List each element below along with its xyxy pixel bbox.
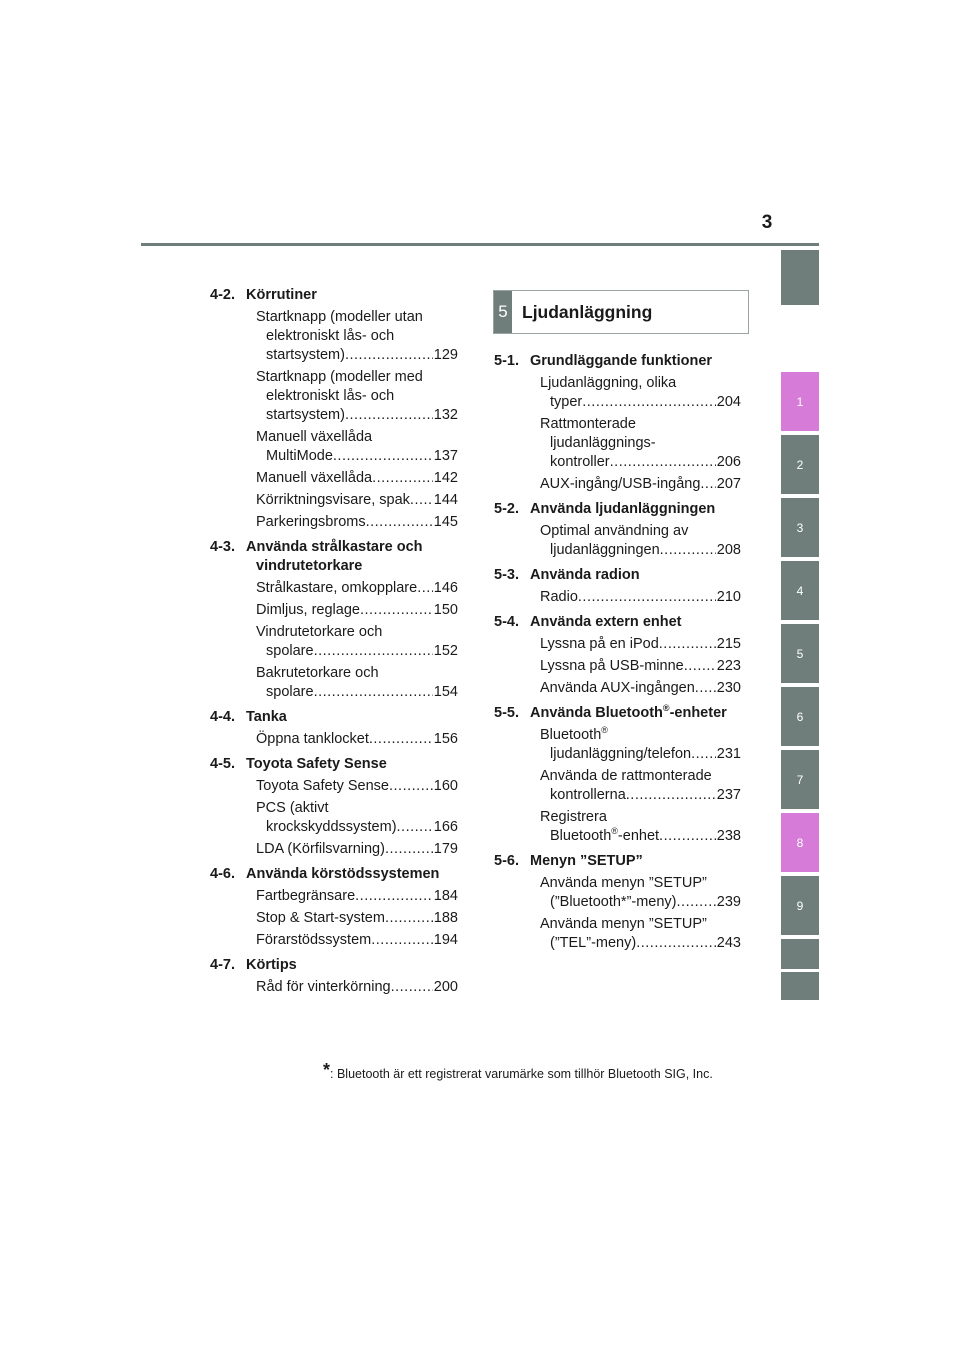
entry-page-number: 150 (433, 602, 458, 618)
dot-leader (410, 491, 433, 510)
toc-entry[interactable] (210, 664, 458, 702)
chapter-title: Ljudanläggning (522, 301, 653, 322)
entry-text-line: Förarstödssystem (256, 932, 372, 948)
entry-page-number: 137 (433, 448, 458, 464)
chapter-tab-3[interactable]: 3 (781, 498, 819, 557)
entry-text-line: kontroller (550, 454, 610, 470)
section-heading[interactable] (210, 865, 458, 884)
toc-entry[interactable] (210, 730, 458, 749)
entry-page-number: 243 (716, 935, 741, 951)
entry-text-line: Bluetooth®-enhet (550, 826, 660, 844)
entry-last-line (256, 513, 458, 532)
chapter-tab-9[interactable]: 9 (781, 876, 819, 935)
entry-last-line (256, 730, 458, 749)
entry-page-number: 145 (433, 514, 458, 530)
section-title: Använda Bluetooth®-enheter (530, 703, 727, 721)
entry-last-line (540, 393, 741, 412)
entry-page-number: 166 (433, 819, 458, 835)
entry-last-line (256, 601, 458, 620)
entry-page-number: 184 (433, 888, 458, 904)
entry-last-line (540, 541, 741, 560)
section-number: 4-7. (210, 957, 235, 973)
toc-entry[interactable] (210, 308, 458, 365)
chapter-tab-6[interactable]: 6 (781, 687, 819, 746)
entry-last-line (540, 827, 741, 846)
entry-last-line (540, 745, 741, 764)
toc-section (494, 566, 741, 607)
entry-text-line: Använda menyn ”SETUP” (540, 916, 707, 932)
entry-last-line (256, 777, 458, 796)
entry-page-number: 179 (433, 841, 458, 857)
entry-text-line: Lyssna på en iPod (540, 636, 659, 652)
toc-entry[interactable] (494, 726, 741, 764)
entry-last-line (256, 406, 458, 425)
entry-last-line (256, 931, 458, 950)
footnote-text: : Bluetooth är ett registrerat varumärke som tillhör Bluetooth SIG, Inc. (330, 1067, 713, 1081)
entry-text-line: Startknapp (modeller utan (256, 309, 423, 325)
dot-leader (397, 818, 433, 837)
entry-page-number: 146 (433, 580, 458, 596)
toc-section (210, 865, 458, 950)
section-number: 5-3. (494, 567, 519, 583)
section-heading[interactable] (210, 956, 458, 975)
entry-page-number: 154 (433, 684, 458, 700)
entry-text-line: ljudanläggningen (550, 542, 660, 558)
entry-last-line (540, 657, 741, 676)
dot-leader (355, 887, 433, 906)
entry-text-line: spolare (266, 643, 314, 659)
section-heading[interactable] (494, 613, 741, 632)
section-title: Använda extern enhet (530, 614, 682, 630)
toc-entry[interactable] (494, 808, 741, 846)
entry-page-number: 238 (716, 828, 741, 844)
entry-last-line (256, 978, 458, 997)
toc-section (210, 755, 458, 859)
entry-page-number: 208 (716, 542, 741, 558)
toc-entry[interactable] (494, 679, 741, 698)
toc-entry[interactable] (494, 374, 741, 412)
entry-page-number: 156 (433, 731, 458, 747)
toc-entry[interactable] (210, 623, 458, 661)
toc-entry[interactable] (494, 475, 741, 494)
dot-leader (391, 978, 433, 997)
chapter-tab-5[interactable]: 5 (781, 624, 819, 683)
section-number: 4-2. (210, 287, 235, 303)
entry-text-line: Använda menyn ”SETUP” (540, 875, 707, 891)
entry-text-line: Parkeringsbroms (256, 514, 366, 530)
chapter-tab-7[interactable]: 7 (781, 750, 819, 809)
toc-section (494, 704, 741, 846)
section-heading[interactable] (210, 286, 458, 305)
section-heading[interactable] (494, 500, 741, 519)
section-title: Använda radion (530, 567, 640, 583)
entry-text-line: Optimal användning av (540, 523, 689, 539)
entry-last-line (540, 588, 741, 607)
toc-entry[interactable] (210, 931, 458, 950)
toc-entry[interactable] (210, 469, 458, 488)
toc-entry[interactable] (210, 428, 458, 466)
dot-leader (660, 541, 716, 560)
dot-leader (700, 475, 715, 494)
dot-leader (345, 406, 433, 425)
entry-last-line (540, 635, 741, 654)
entry-text-line: Öppna tanklocket (256, 731, 369, 747)
toc-entry[interactable] (210, 978, 458, 997)
entry-last-line (256, 909, 458, 928)
dot-leader (372, 469, 433, 488)
entry-last-line (256, 579, 458, 598)
entry-page-number: 215 (716, 636, 741, 652)
toc-entry[interactable] (494, 635, 741, 654)
chapter-number: 5 (494, 291, 512, 333)
toc-section (210, 538, 458, 702)
entry-text-line: Bluetooth® (540, 725, 608, 743)
entry-text-line: LDA (Körfilsvarning) (256, 841, 385, 857)
entry-page-number: 231 (716, 746, 741, 762)
entry-text-line: kontrollerna (550, 787, 626, 803)
entry-text-line: Ljudanläggning, olika (540, 375, 677, 391)
section-title: Tanka (246, 709, 287, 725)
entry-text-line: elektroniskt lås- och (266, 328, 395, 344)
toc-entry[interactable] (494, 657, 741, 676)
entry-last-line (256, 447, 458, 466)
entry-page-number: 142 (433, 470, 458, 486)
entry-page-number: 129 (433, 347, 458, 363)
dot-leader (333, 447, 433, 466)
entry-page-number: 204 (716, 394, 741, 410)
dot-leader (659, 827, 716, 846)
entry-last-line (256, 887, 458, 906)
toc-section (210, 708, 458, 749)
toc-right-column (494, 352, 741, 959)
section-number: 4-3. (210, 539, 235, 555)
dot-leader (369, 730, 433, 749)
entry-last-line (256, 346, 458, 365)
section-heading[interactable] (210, 538, 458, 576)
toc-entry[interactable] (210, 601, 458, 620)
entry-text-line: Använda de rattmonterade (540, 768, 712, 784)
entry-text-line: startsystem) (266, 407, 345, 423)
entry-last-line (540, 679, 741, 698)
header-rule (141, 243, 819, 246)
toc-entry[interactable] (210, 777, 458, 796)
section-heading[interactable] (494, 566, 741, 585)
dot-leader (385, 909, 433, 928)
entry-text-line: Dimljus, reglage (256, 602, 360, 618)
entry-text-line: Stop & Start-system (256, 910, 385, 926)
section-heading[interactable] (494, 852, 741, 871)
entry-text-line: Använda AUX-ingången (540, 680, 695, 696)
section-number: 5-1. (494, 353, 519, 369)
toc-entry[interactable] (210, 840, 458, 859)
entry-last-line (540, 934, 741, 953)
entry-text-line: Lyssna på USB-minne (540, 658, 684, 674)
entry-last-line (256, 683, 458, 702)
entry-text-line: MultiMode (266, 448, 333, 464)
toc-entry[interactable] (210, 887, 458, 906)
dot-leader (636, 934, 716, 953)
entry-text-line: Manuell växellåda (256, 429, 373, 445)
entry-text-line: Radio (540, 589, 578, 605)
entry-page-number: 230 (716, 680, 741, 696)
section-number: 5-2. (494, 501, 519, 517)
section-title: Använda körstödssystemen (246, 866, 440, 882)
dot-leader (582, 393, 716, 412)
toc-entry[interactable] (494, 874, 741, 912)
section-title: Körrutiner (246, 287, 317, 303)
dot-leader (389, 777, 433, 796)
entry-last-line (540, 475, 741, 494)
entry-text-line: startsystem) (266, 347, 345, 363)
section-title: Körtips (246, 957, 297, 973)
section-number: 4-4. (210, 709, 235, 725)
dot-leader (314, 642, 433, 661)
chapter-tab-blank[interactable] (781, 939, 819, 969)
entry-text-line: Manuell växellåda (256, 470, 373, 486)
toc-entry[interactable] (494, 522, 741, 560)
chapter-tab-8[interactable]: 8 (781, 813, 819, 872)
toc-section (494, 500, 741, 560)
toc-entry[interactable] (494, 588, 741, 607)
entry-page-number: 132 (433, 407, 458, 423)
entry-page-number: 210 (716, 589, 741, 605)
entry-page-number: 223 (716, 658, 741, 674)
entry-page-number: 200 (433, 979, 458, 995)
entry-page-number: 144 (433, 492, 458, 508)
toc-entry[interactable] (210, 368, 458, 425)
section-title: Menyn ”SETUP” (530, 853, 643, 869)
entry-text-line: Råd för vinterkörning (256, 979, 391, 995)
entry-page-number: 152 (433, 643, 458, 659)
toc-entry[interactable] (494, 915, 741, 953)
dot-leader (371, 931, 433, 950)
entry-text-line: spolare (266, 684, 314, 700)
entry-page-number: 207 (716, 476, 741, 492)
entry-text-line: ljudanläggning/telefon (550, 746, 692, 762)
entry-last-line (256, 469, 458, 488)
entry-last-line (256, 818, 458, 837)
toc-section (494, 613, 741, 698)
toc-entry[interactable] (210, 579, 458, 598)
dot-leader (314, 683, 433, 702)
entry-text-line: krockskyddssystem) (266, 819, 397, 835)
footnote-marker: * (323, 1060, 331, 1080)
entry-last-line (256, 491, 458, 510)
dot-leader (360, 601, 433, 620)
section-title: Grundläggande funktioner (530, 353, 713, 369)
toc-left-column (210, 286, 458, 1003)
chapter-header-box (493, 290, 749, 334)
section-heading[interactable] (494, 352, 741, 371)
section-heading[interactable] (494, 704, 741, 723)
chapter-tab-1[interactable]: 1 (781, 372, 819, 431)
dot-leader (626, 786, 716, 805)
toc-section (494, 852, 741, 953)
dot-leader (417, 579, 433, 598)
entry-text-line: typer (550, 394, 583, 410)
entry-text-line: Startknapp (modeller med (256, 369, 423, 385)
toc-entry[interactable] (210, 513, 458, 532)
section-number: 5-5. (494, 705, 519, 721)
toc-entry[interactable] (494, 415, 741, 472)
section-number: 5-4. (494, 614, 519, 630)
dot-leader (366, 513, 433, 532)
section-title: Använda strålkastare och vindrutetorkare (246, 539, 423, 574)
entry-page-number: 239 (716, 894, 741, 910)
dot-leader (345, 346, 433, 365)
entry-text-line: Fartbegränsare (256, 888, 356, 904)
toc-section (210, 286, 458, 532)
entry-text-line: (”Bluetooth*”-meny) (550, 894, 677, 910)
dot-leader (691, 745, 716, 764)
entry-text-line: Rattmonterade (540, 416, 636, 432)
entry-page-number: 188 (433, 910, 458, 926)
entry-text-line: Vindrutetorkare och (256, 624, 383, 640)
entry-text-line: Bakrutetorkare och (256, 665, 379, 681)
entry-page-number: 194 (433, 932, 458, 948)
section-title: Toyota Safety Sense (246, 756, 387, 772)
toc-entry[interactable] (494, 767, 741, 805)
section-heading[interactable] (210, 708, 458, 727)
dot-leader (695, 679, 716, 698)
entry-last-line (256, 642, 458, 661)
entry-text-line: ljudanläggnings- (550, 435, 656, 451)
toc-entry[interactable] (210, 491, 458, 510)
entry-text-line: Strålkastare, omkopplare (256, 580, 418, 596)
chapter-tab-2[interactable]: 2 (781, 435, 819, 494)
footnote (323, 1060, 713, 1081)
section-number: 4-6. (210, 866, 235, 882)
chapter-tab-blank[interactable] (781, 250, 819, 305)
entry-text-line: PCS (aktivt (256, 800, 329, 816)
toc-section (210, 956, 458, 997)
entry-last-line (540, 786, 741, 805)
dot-leader (659, 635, 716, 654)
dot-leader (385, 840, 433, 859)
chapter-tab-blank[interactable] (781, 972, 819, 1000)
entry-last-line (540, 453, 741, 472)
dot-leader (684, 657, 716, 676)
section-number: 4-5. (210, 756, 235, 772)
entry-page-number: 206 (716, 454, 741, 470)
entry-page-number: 160 (433, 778, 458, 794)
toc-section (494, 352, 741, 494)
entry-last-line (540, 893, 741, 912)
chapter-tab-4[interactable]: 4 (781, 561, 819, 620)
section-heading[interactable] (210, 755, 458, 774)
entry-text-line: (”TEL”-meny) (550, 935, 637, 951)
section-number: 5-6. (494, 853, 519, 869)
toc-entry[interactable] (210, 799, 458, 837)
entry-last-line (256, 840, 458, 859)
entry-text-line: Körriktningsvisare, spak (256, 492, 410, 508)
dot-leader (578, 588, 716, 607)
entry-page-number: 237 (716, 787, 741, 803)
section-title: Använda ljudanläggningen (530, 501, 716, 517)
page-number: 3 (761, 212, 773, 233)
entry-text-line: elektroniskt lås- och (266, 388, 395, 404)
dot-leader (677, 893, 716, 912)
entry-text-line: Registrera (540, 809, 607, 825)
entry-text-line: AUX-ingång/USB-ingång (540, 476, 701, 492)
entry-text-line: Toyota Safety Sense (256, 778, 389, 794)
toc-entry[interactable] (210, 909, 458, 928)
dot-leader (610, 453, 716, 472)
